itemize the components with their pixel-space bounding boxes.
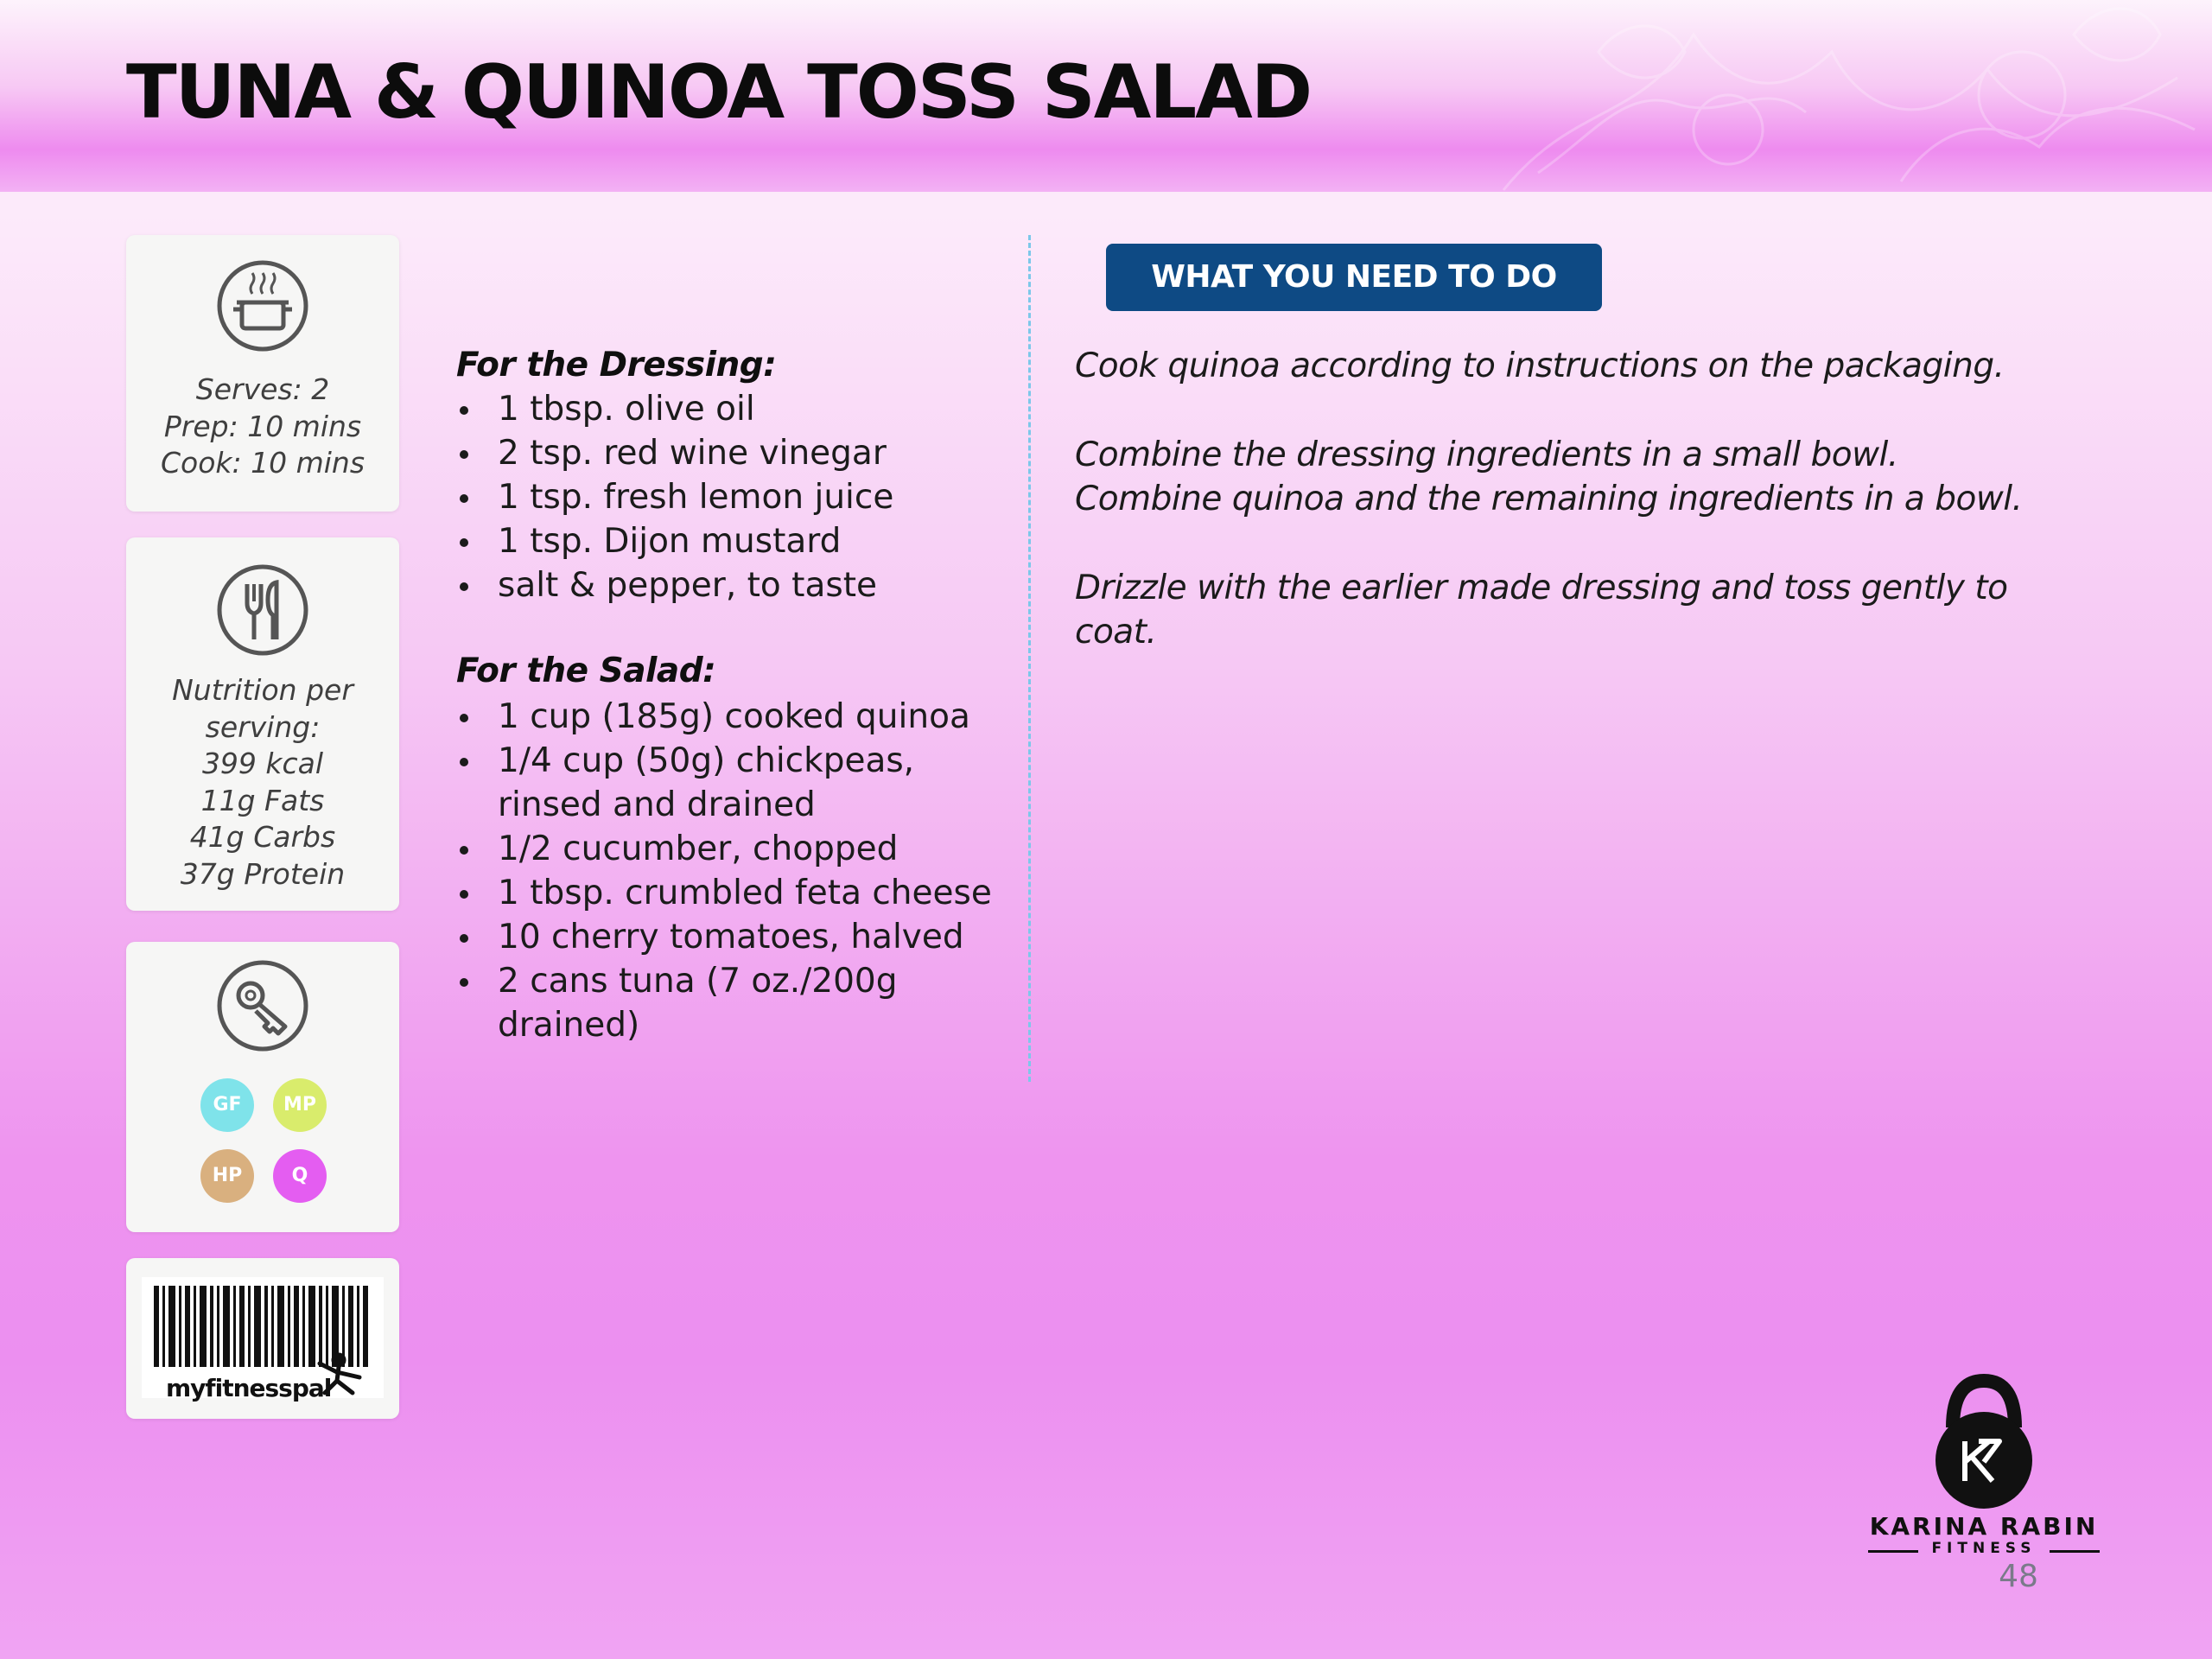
what-you-need-to-do-button: WHAT YOU NEED TO DO [1106, 244, 1602, 311]
brand-subtitle: FITNESS [1931, 1540, 2037, 1557]
list-item: salt & pepper, to taste [456, 563, 1009, 607]
list-item: 1 tbsp. olive oil [456, 387, 1009, 431]
diet-key-card [126, 942, 399, 1232]
dressing-heading: For the Dressing: [456, 346, 777, 385]
step-2: Combine the dressing ingredients in a small bowl. [1075, 435, 1898, 474]
fats-text: 11g Fats [200, 783, 325, 817]
carbs-text: 41g Carbs [189, 820, 336, 854]
list-item: 1 tsp. Dijon mustard [456, 519, 1009, 563]
nutrition-label-2: serving: [205, 709, 321, 744]
calories-text: 399 kcal [201, 747, 324, 780]
list-item: 1/2 cucumber, chopped [456, 827, 992, 871]
list-item: 2 cans tuna (7 oz./200g drained) [456, 959, 992, 1047]
prep-time-text: Prep: 10 mins [163, 409, 362, 443]
myfitnesspal-barcode-card[interactable] [126, 1258, 399, 1419]
myfitnesspal-label: myfitnesspal [166, 1374, 332, 1402]
page-title: TUNA & QUINOA TOSS SALAD [126, 49, 1312, 136]
badge-q: Q [273, 1149, 327, 1203]
step-3: Combine quinoa and the remaining ingredients in a bowl. [1075, 480, 2023, 518]
brand-name: KARINA RABIN [1869, 1512, 2099, 1541]
badge-gf: GF [200, 1078, 254, 1132]
floral-decoration [1469, 0, 2212, 192]
serves-text: Serves: 2 [195, 372, 330, 406]
page-number: 48 [1999, 1559, 2038, 1594]
list-item: 1 tbsp. crumbled feta cheese [456, 871, 992, 915]
key-icon [216, 959, 309, 1052]
brand-logo [1863, 1374, 2105, 1564]
nutrition-label: Nutrition per [172, 673, 353, 707]
list-item: 1 cup (185g) cooked quinoa [456, 695, 992, 739]
protein-text: 37g Protein [180, 856, 346, 891]
fork-knife-icon [216, 563, 309, 657]
badge-hp: HP [200, 1149, 254, 1203]
step-4: Drizzle with the earlier made dressing and toss gently to coat. [1075, 569, 2008, 652]
cook-time-text: Cook: 10 mins [160, 446, 365, 480]
cooking-pot-icon [216, 259, 309, 353]
kettlebell-icon [1863, 1374, 2105, 1512]
column-divider [1028, 235, 1031, 1082]
list-item: 1/4 cup (50g) chickpeas, rinsed and drained [456, 739, 992, 827]
salad-list [456, 695, 992, 1047]
step-1: Cook quinoa according to instructions on the packaging. [1075, 346, 2005, 385]
serving-info-card [126, 235, 399, 512]
list-item: 2 tsp. red wine vinegar [456, 431, 1009, 475]
divider-line [2050, 1550, 2100, 1553]
salad-heading: For the Salad: [456, 652, 716, 690]
barcode[interactable] [142, 1277, 384, 1402]
nutrition-card [126, 537, 399, 911]
instructions-text [1075, 344, 2112, 654]
badge-mp: MP [273, 1078, 327, 1132]
list-item: 1 tsp. fresh lemon juice [456, 475, 1009, 519]
dressing-list [456, 387, 1009, 607]
list-item: 10 cherry tomatoes, halved [456, 915, 992, 959]
